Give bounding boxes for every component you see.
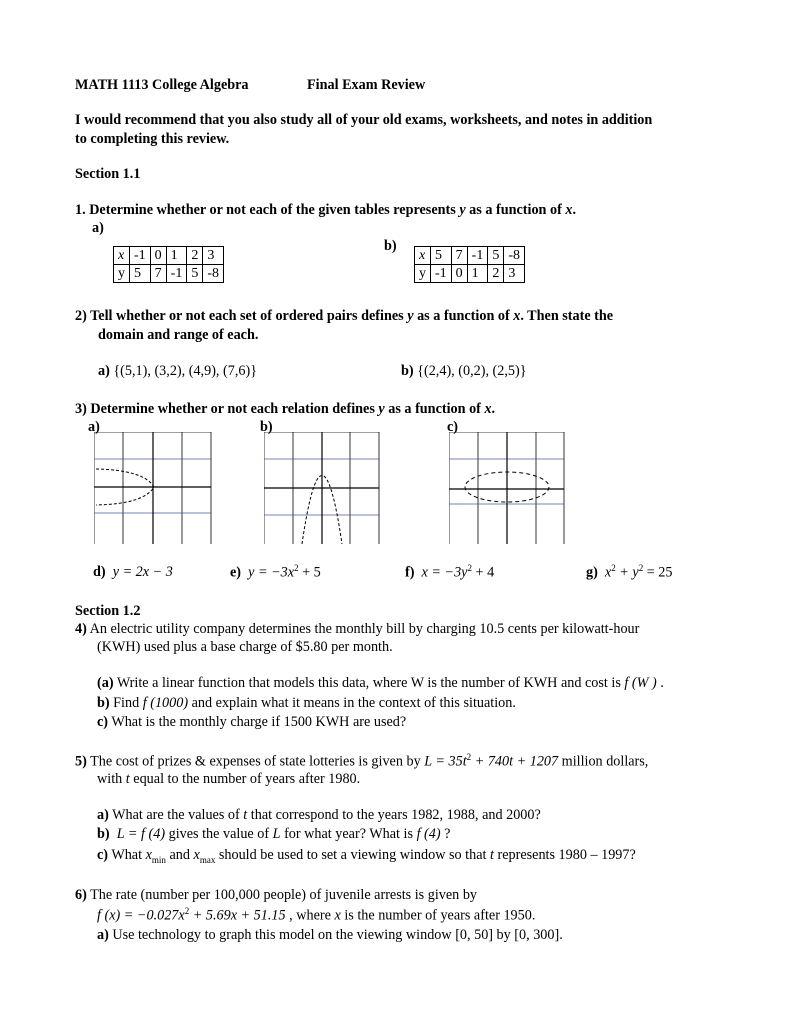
q2-var-y: y (407, 308, 414, 324)
q6-formula-exp: 2 (184, 906, 190, 916)
q6-part-a (97, 926, 563, 944)
q6-line2-pre: , where (285, 907, 335, 924)
question-5-line-1 (75, 752, 648, 771)
doc-title: Final Exam Review (307, 77, 426, 93)
q6-text-a: Use technology to graph this model on the viewing window [0, 50] by [0, 300]. (108, 927, 563, 943)
q3-eq-f-exp: 2 (467, 563, 472, 573)
graph-c-ellipse (449, 432, 565, 544)
table-cell: 7 (150, 265, 166, 283)
q5-text-a-post: that correspond to the years 1982, 1988, and 2000? (247, 807, 541, 823)
table-cell: 5 (187, 265, 203, 283)
intro-line-2: to completing this review. (75, 131, 230, 147)
question-3 (75, 400, 495, 418)
q5-var-t-c: t (489, 847, 494, 863)
table-cell: 7 (451, 247, 467, 265)
q3-label-g: g) (586, 564, 598, 581)
q4-part-c (97, 713, 406, 731)
table-cell: x (114, 247, 130, 265)
q3-line-mid: as a function of (384, 401, 485, 417)
table-cell: -8 (203, 265, 224, 283)
q5-text-a-pre: What are the values of (108, 807, 244, 823)
q6-line-1: The rate (number per 100,000 people) of juvenile arrests is given by (90, 887, 478, 903)
q5-label-c: c) (97, 847, 109, 863)
q5-var-t-a: t (243, 807, 248, 823)
table-cell: -1 (130, 247, 151, 265)
q5-text-b-end: ? (440, 826, 451, 842)
q5-formula-exp: 2 (466, 752, 472, 762)
q5-formula-pre: L = 35t (424, 753, 467, 770)
table-row (415, 265, 525, 283)
q5-text-b-mid: gives the value of (165, 826, 273, 842)
q1-text-pre: Determine whether or not each of the given tables represents (89, 202, 460, 218)
question-1 (75, 201, 576, 219)
q4-label-b: b) (97, 695, 110, 711)
q3-eq-d (93, 563, 173, 581)
q5-number: 5) (75, 753, 87, 770)
table-cell: 1 (467, 265, 488, 283)
q5-line1-end: million dollars, (558, 753, 649, 770)
question-6-line-1 (75, 886, 477, 904)
q6-number: 6) (75, 887, 87, 903)
q2-set-b: {(2,4), (0,2), (2,5)} (417, 363, 527, 379)
table-cell: -1 (166, 265, 187, 283)
q2-part-a (98, 362, 257, 380)
q5-line2-post: equal to the number of years after 1980. (129, 771, 361, 787)
table-row (415, 247, 525, 265)
q2-var-x: x (513, 308, 521, 324)
q3-eq-e-pre: y = −3x (248, 564, 295, 581)
q4-part-a (97, 674, 664, 692)
table-cell: y (114, 265, 130, 283)
table-cell: -8 (504, 247, 525, 265)
question-4-line-1 (75, 620, 639, 638)
q6-var-x: x (334, 907, 341, 924)
q3-eq-f-pre: x = −3y (421, 564, 468, 581)
intro-line-1: I would recommend that you also study all of your old exams, worksheets, and notes in addition (75, 112, 653, 128)
q5-xmin: x (145, 847, 152, 863)
question-2 (75, 307, 613, 325)
q5-label-b: b) (97, 826, 110, 842)
q3-graph-label-b: b) (260, 419, 273, 435)
q5-var-L: L (272, 826, 281, 842)
q3-var-x: x (484, 401, 492, 417)
q3-graph-label-c: c) (447, 419, 459, 435)
q5-line2-pre: with (97, 771, 126, 787)
q5-xmin-sub: min (151, 854, 166, 865)
q3-eq-g (586, 563, 673, 582)
function-table-a (113, 246, 224, 283)
q3-graph-label-a: a) (88, 419, 100, 435)
graph-a-sideways-parabola (94, 432, 212, 544)
q5-part-c (97, 846, 636, 867)
q3-eq-e-exp: 2 (294, 563, 299, 573)
q2-number: 2) (75, 308, 87, 324)
section-heading-1-1: Section 1.1 (75, 166, 141, 182)
q3-eq-e-post: + 5 (298, 564, 321, 581)
q5-text-c-pre: What (108, 847, 146, 863)
q3-eq-g-b: + y (615, 564, 639, 581)
q1-label-b: b) (384, 238, 397, 254)
q4-label-c: c) (97, 714, 109, 730)
q5-part-b (97, 825, 450, 843)
q4-func-a: f (W ) (624, 675, 657, 691)
table-cell: -1 (467, 247, 488, 265)
q4-func-b: f (1000) (142, 695, 189, 711)
q5-text-c-post: should be used to set a viewing window so that (215, 847, 490, 863)
q4-line-1: An electric utility company determines the monthly bill by charging 10.5 cents per kilowatt-hour (89, 621, 640, 637)
q5-line1-pre: The cost of prizes & expenses of state lotteries is given by (90, 753, 425, 770)
table-cell: 5 (431, 247, 452, 265)
q6-label-a: a) (97, 927, 109, 943)
q5-xmax-sub: max (199, 854, 216, 865)
q5-text-b-func: L = f (4) (116, 826, 166, 842)
table-cell: 2 (187, 247, 203, 265)
q3-line-end: . (491, 401, 496, 417)
q1-text-mid: as a function of (465, 202, 566, 218)
q1-label-a: a) (92, 220, 104, 236)
q4-text-b-pre: Find (109, 695, 143, 711)
table-row (114, 247, 224, 265)
q4-text-a: Write a linear function that models this data, where W is the number of KWH and cost is (113, 675, 625, 691)
q3-eq-f-post: + 4 (471, 564, 495, 581)
course-title: MATH 1113 College Algebra (75, 77, 249, 93)
q5-var-t: t (125, 771, 130, 787)
q3-label-f: f) (405, 564, 415, 581)
table-cell: -1 (431, 265, 452, 283)
table-cell: x (415, 247, 431, 265)
function-table-b (414, 246, 525, 283)
q3-eq-g-a: x (604, 564, 612, 581)
q4-text-b-post: and explain what it means in the context of this situation. (188, 695, 516, 711)
q4-label-a: (a) (97, 675, 114, 691)
table-cell: 0 (451, 265, 467, 283)
table-row (114, 265, 224, 283)
q5-formula-post: + 740t + 1207 (471, 753, 559, 770)
q3-eq-g-c: = 25 (643, 564, 673, 581)
q5-text-b-func2: f (4) (416, 826, 441, 842)
q2-part-b (401, 362, 527, 380)
q1-number: 1. (75, 202, 86, 218)
q1-var-y: y (459, 202, 466, 218)
q2-label-b: b) (401, 363, 414, 379)
q4-text-a-end: . (656, 675, 664, 691)
q5-xmax: x (193, 847, 200, 863)
table-cell: y (415, 265, 431, 283)
q3-label-d: d) (93, 564, 106, 580)
q2-line1-end: . Then state the (520, 308, 614, 324)
graph-b-downward-parabola (264, 432, 380, 544)
q2-set-a: {(5,1), (3,2), (4,9), (7,6)} (113, 363, 258, 379)
q4-part-b (97, 694, 516, 712)
table-cell: 2 (488, 265, 504, 283)
q5-line-2 (97, 770, 360, 788)
table-cell: 3 (504, 265, 525, 283)
q2-line-2: domain and range of each. (98, 327, 259, 343)
q5-text-b-mid2: for what year? What is (280, 826, 417, 842)
q5-label-a: a) (97, 807, 109, 823)
q6-formula-pre: f (x) = −0.027x (97, 907, 185, 924)
q5-text-c-post2: represents 1980 – 1997? (493, 847, 636, 863)
q3-var-y: y (378, 401, 385, 417)
q1-text-end: . (572, 202, 576, 218)
q5-part-a (97, 806, 541, 824)
q3-eq-f (405, 563, 494, 582)
q3-label-e: e) (230, 564, 242, 581)
q2-label-a: a) (98, 363, 110, 379)
q6-formula-post: + 5.69x + 51.15 (189, 907, 286, 924)
q3-eq-g-exp1: 2 (611, 563, 616, 573)
table-cell: 3 (203, 247, 224, 265)
q2-line1-pre: Tell whether or not each set of ordered pairs defines (90, 308, 408, 324)
q3-eq-e (230, 563, 321, 582)
q3-eq-d-text: y = 2x − 3 (112, 564, 173, 580)
section-heading-1-2: Section 1.2 (75, 603, 141, 619)
q3-eq-g-exp2: 2 (638, 563, 644, 573)
q6-line-2 (97, 906, 535, 925)
q2-line1-mid: as a function of (413, 308, 514, 324)
q3-line-pre: 3) Determine whether or not each relation defines (75, 401, 379, 417)
q4-text-c: What is the monthly charge if 1500 KWH are used? (108, 714, 407, 730)
q4-number: 4) (75, 621, 87, 637)
table-cell: 5 (130, 265, 151, 283)
q6-line2-post: is the number of years after 1950. (340, 907, 536, 924)
table-cell: 5 (488, 247, 504, 265)
q1-var-x: x (565, 202, 573, 218)
q4-line-2: (KWH) used plus a base charge of $5.80 per month. (97, 639, 393, 655)
table-cell: 0 (150, 247, 166, 265)
q5-text-c-and: and (165, 847, 194, 863)
table-cell: 1 (166, 247, 187, 265)
